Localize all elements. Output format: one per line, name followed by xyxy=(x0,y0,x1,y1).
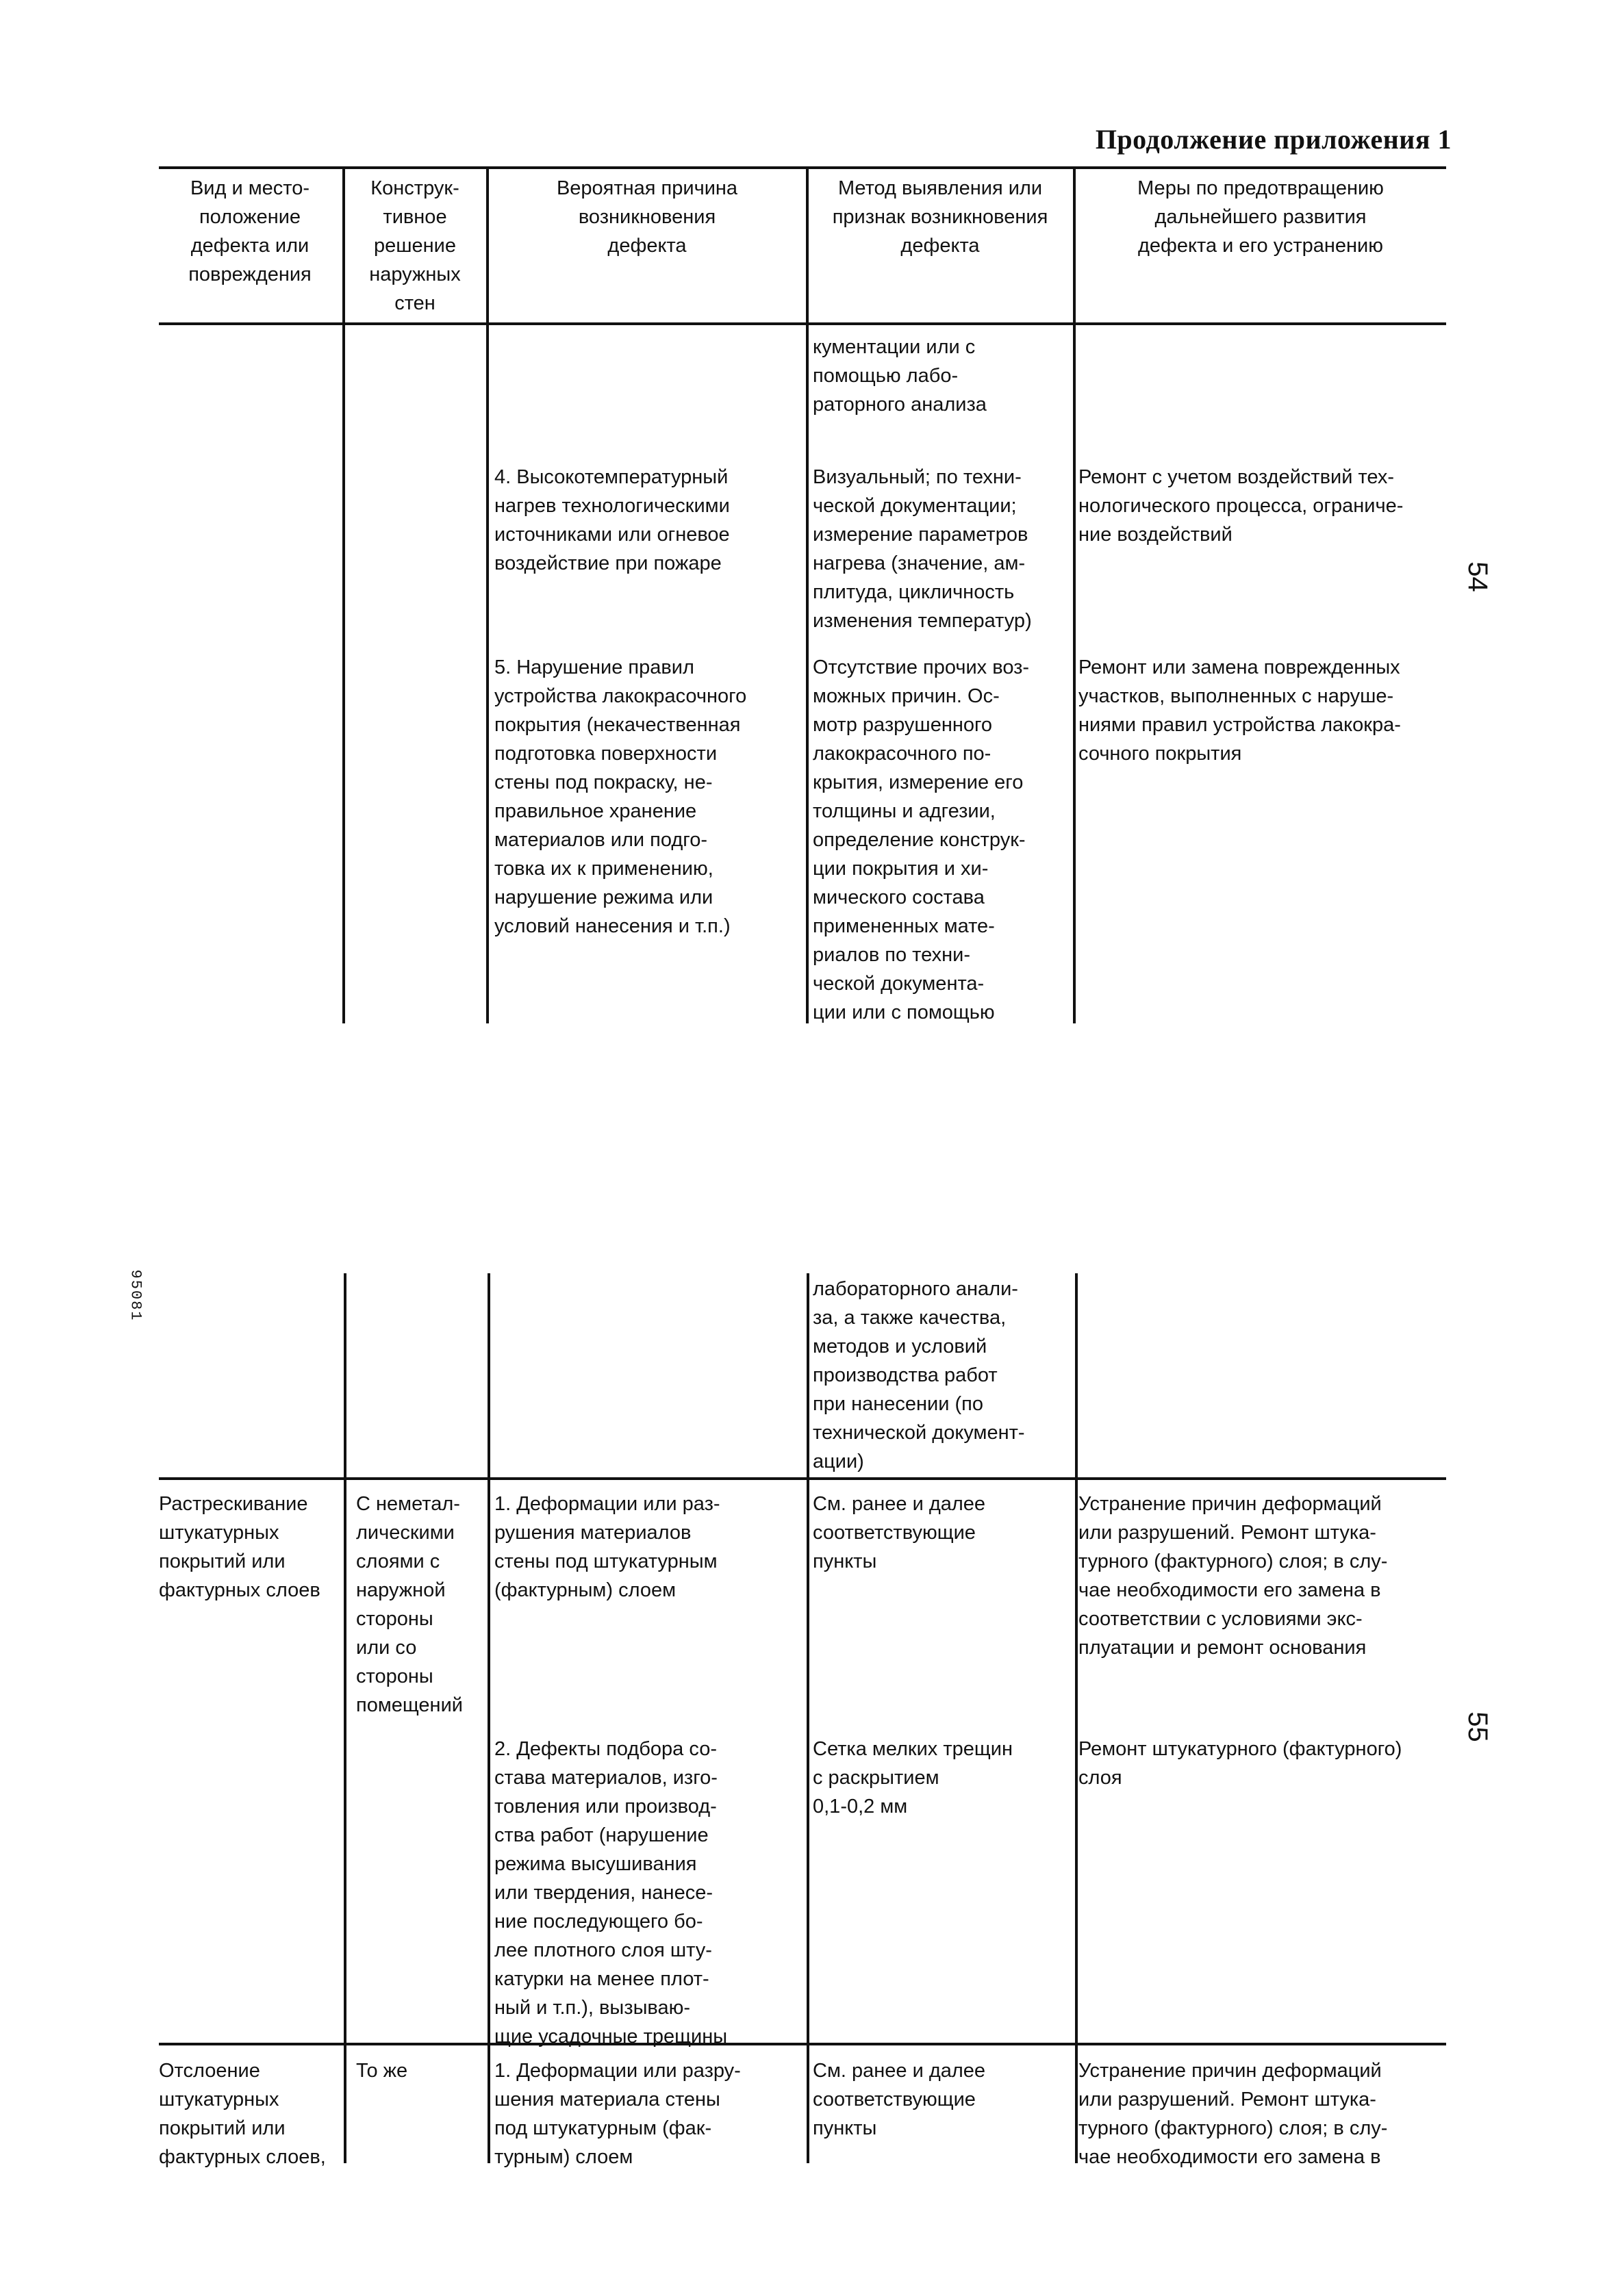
method-text: Сетка мелких трещин с раскрытием 0,1-0,2 мм xyxy=(813,1738,1013,1817)
measures-text: Устранение причин деформаций или разрушений. Ремонт штука- турного (фактурного) слоя; в слу- чае необходимости его замена в соответствии с условиями экс- плуатации и ремонт основания xyxy=(1078,1493,1388,1659)
defect-text: Растрескивание штукатурных покрытий или фактурных слоев xyxy=(159,1493,320,1601)
method-text: Визуальный; по техни- ческой документации; измерение параметров нагрева (значение, ам- плитуда, цикличность изменения температур) xyxy=(813,466,1032,632)
col-header-measures: Меры по предотвращению дальнейшего развития дефекта и его устранению xyxy=(1137,177,1384,257)
cause-text: 1. Деформации или раз- рушения материалов стены под штукатурным (фактурным) слоем xyxy=(494,1493,720,1601)
page-header-title: Продолжение приложения 1 xyxy=(1095,124,1452,155)
design-text: То же xyxy=(356,2060,408,2082)
method-continuation: кументации или с помощью лабо- раторного анализа xyxy=(813,336,987,416)
col-header-cause: Вероятная причина возникновения дефекта xyxy=(556,177,738,257)
defect-text: Отслоение штукатурных покрытий или фактурных слоев, xyxy=(159,2060,326,2168)
page-number-55: 55 xyxy=(1462,1711,1493,1742)
method-continuation: лабораторного анали- за, а также качества, методов и условий производства работ при нанесении (по технической документ- ации) xyxy=(813,1278,1025,1472)
row-rule xyxy=(159,2043,1446,2045)
measures-text: Ремонт штукатурного (фактурного) слоя xyxy=(1078,1738,1402,1789)
design-text: С неметал- лическими слоями с наружной стороны или со стороны помещений xyxy=(356,1493,463,1716)
column-divider xyxy=(342,168,345,1023)
column-divider xyxy=(807,1273,809,2163)
measures-text: Ремонт с учетом воздействий тех- нологического процесса, ограниче- ние воздействий xyxy=(1078,466,1404,546)
col-header-design: Конструк- тивное решение наружных стен xyxy=(369,177,461,314)
method-text: Отсутствие прочих воз- можных причин. Ос- мотр разрушенного лакокрасочного по- крытия, измерение его толщины и адгезии, определение конструк- ции покрытия и хи- мического состава примененных мате- риалов по техни- ческой документа- ции или с помощью xyxy=(813,656,1030,1023)
cause-text: 1. Деформации или разру- шения материала стены под штукатурным (фак- турным) слоем xyxy=(494,2060,741,2168)
cause-text: 4. Высокотемпературный нагрев технологическими источниками или огневое воздействие при пожаре xyxy=(494,466,730,574)
column-divider xyxy=(488,1273,490,2163)
col-header-method: Метод выявления или признак возникновения дефекта xyxy=(832,177,1048,257)
cause-text: 5. Нарушение правил устройства лакокрасочного покрытия (некачественная подготовка поверхности стены под покраску, не- правильное хранение материалов или подго- товка их к применению, нарушение режима или условий нанесения и т.п.) xyxy=(494,656,747,937)
header-bottom-rule xyxy=(159,322,1446,325)
column-divider xyxy=(1075,1273,1078,2163)
header-top-rule xyxy=(159,166,1446,169)
cause-text: 2. Дефекты подбора со- става материалов, изго- товления или производ- ства работ (нарушение режима высушивания или твердения, нанесе- ние последующего бо- лее плотного слоя шту- катурки на менее плот- ный и т.п.), вызываю- щие усадочные трещины xyxy=(494,1738,728,2048)
col-header-defect: Вид и место- положение дефекта или повреждения xyxy=(188,177,312,285)
measures-text: Ремонт или замена поврежденных участков, выполненных с наруше- ниями правил устройства лакокра- сочного покрытия xyxy=(1078,656,1401,765)
column-divider xyxy=(1073,168,1076,1023)
measures-text: Устранение причин деформаций или разрушений. Ремонт штука- турного (фактурного) слоя; в слу- чае необходимости его замена в xyxy=(1078,2060,1388,2168)
margin-code: 95081 xyxy=(127,1269,144,1322)
method-text: См. ранее и далее соответствующие пункты xyxy=(813,2060,986,2139)
page-number-54: 54 xyxy=(1462,561,1493,592)
method-text: См. ранее и далее соответствующие пункты xyxy=(813,1493,986,1572)
column-divider xyxy=(806,168,809,1023)
column-divider xyxy=(344,1273,346,2163)
row-rule xyxy=(159,1477,1446,1480)
column-divider xyxy=(486,168,489,1023)
